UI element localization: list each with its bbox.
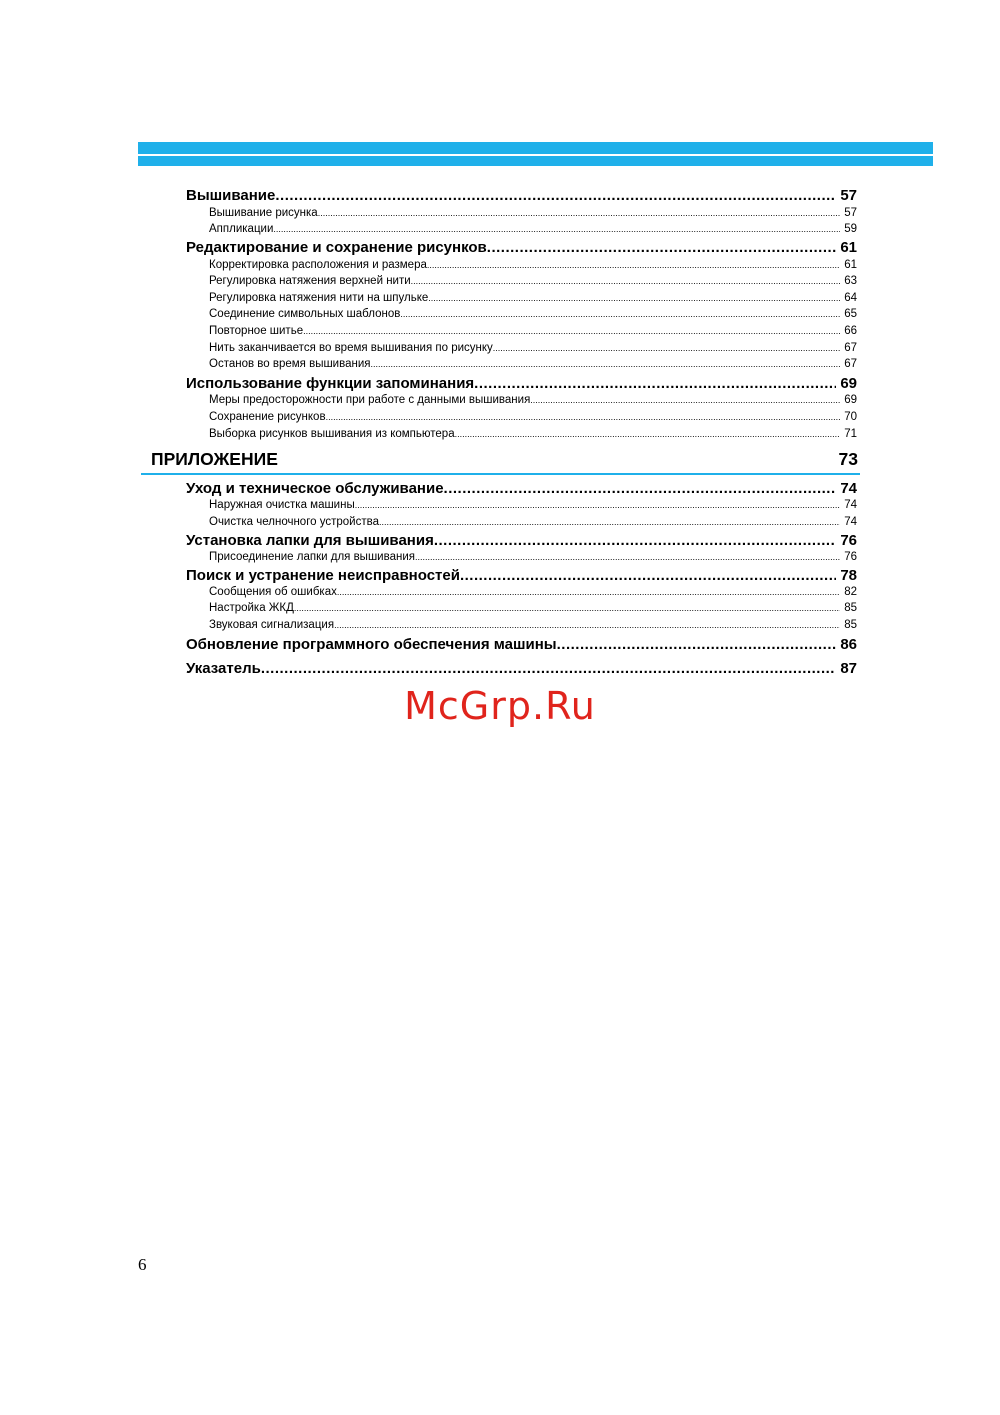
header-band	[138, 142, 933, 166]
toc-entry-label: Вышивание	[186, 187, 276, 204]
toc-subentry-page: 65	[844, 308, 857, 320]
toc-subentry[interactable]	[209, 290, 857, 306]
leader-dots	[427, 257, 840, 273]
toc-entry-page: 86	[840, 636, 857, 653]
toc-subentry-label: Присоединение лапки для вышивания	[209, 551, 415, 563]
leader-dots	[294, 600, 840, 616]
leader-dots	[326, 409, 841, 425]
toc-subentry-label: Сохранение рисунков	[209, 411, 326, 423]
appendix-underline	[141, 473, 860, 475]
toc-entry[interactable]	[186, 567, 857, 585]
leader-dots	[370, 356, 840, 372]
toc-entry-page: 87	[840, 660, 857, 677]
toc-subentry-label: Очистка челночного устройства	[209, 516, 379, 528]
leader-dots	[428, 290, 840, 306]
leader-dots	[303, 323, 840, 339]
leader-dots	[337, 584, 840, 600]
page-number: 6	[138, 1255, 147, 1274]
toc-entry-label: Указатель	[186, 660, 261, 677]
leader-dots	[318, 205, 841, 221]
toc-subentry-page: 66	[844, 325, 857, 337]
leader-dots	[455, 426, 841, 442]
toc-subentry-page: 71	[844, 428, 857, 440]
toc-entry-label: Поиск и устранение неисправностей	[186, 567, 460, 584]
toc-subentry[interactable]	[209, 323, 857, 339]
leader-dots	[261, 660, 836, 678]
toc-entry-label: Установка лапки для вышивания	[186, 532, 434, 549]
toc-subentry-page: 85	[844, 602, 857, 614]
header-band-stripe	[138, 154, 933, 156]
toc-subentry-page: 67	[844, 358, 857, 370]
toc-subentry[interactable]	[209, 340, 857, 356]
toc-entry-page: 61	[840, 239, 857, 256]
toc-subentry-page: 74	[844, 516, 857, 528]
toc-entry-page: 76	[840, 532, 857, 549]
toc-subentry[interactable]	[209, 221, 857, 237]
toc-entry-label: Использование функции запоминания	[186, 375, 475, 392]
toc-subentry[interactable]	[209, 617, 857, 633]
toc-subentry-label: Звуковая сигнализация	[209, 619, 335, 631]
toc-subentry-label: Корректировка расположения и размера	[209, 259, 427, 271]
toc-subentry-label: Нить заканчивается во время вышивания по рисунку	[209, 342, 493, 354]
toc-subentry-page: 61	[844, 259, 857, 271]
toc-subentry[interactable]	[209, 584, 857, 600]
toc-entry[interactable]	[186, 532, 857, 550]
toc-subentry-page: 76	[844, 551, 857, 563]
leader-dots	[415, 549, 840, 565]
toc-subentry[interactable]	[209, 497, 857, 513]
toc-subentry-label: Регулировка натяжения верхней нити	[209, 275, 411, 287]
toc-subentry-label: Меры предосторожности при работе с данными вышивания	[209, 394, 531, 406]
toc-subentry-page: 70	[844, 411, 857, 423]
toc-subentry-label: Настройка ЖКД	[209, 602, 294, 614]
leader-dots	[444, 480, 837, 498]
toc-entry-page: 69	[840, 375, 857, 392]
toc-entry-label: Уход и техническое обслуживание	[186, 480, 444, 497]
toc-entry[interactable]	[186, 375, 857, 393]
toc-subentry-page: 57	[844, 207, 857, 219]
toc-subentry[interactable]	[209, 273, 857, 289]
toc-entry[interactable]	[186, 239, 857, 257]
toc-entry-label: Редактирование и сохранение рисунков	[186, 239, 487, 256]
leader-dots	[434, 532, 836, 550]
toc-entry-page: 78	[840, 567, 857, 584]
toc-subentry[interactable]	[209, 306, 857, 322]
toc-subentry-page: 67	[844, 342, 857, 354]
toc-subentry-page: 64	[844, 292, 857, 304]
leader-dots	[411, 273, 841, 289]
toc-entry[interactable]	[186, 480, 857, 498]
leader-dots	[273, 221, 840, 237]
leader-dots	[557, 636, 837, 654]
toc-subentry-label: Останов во время вышивания	[209, 358, 371, 370]
toc-entry-page: 57	[840, 187, 857, 204]
toc-subentry-label: Соединение символьных шаблонов	[209, 308, 401, 320]
leader-dots	[355, 497, 840, 513]
toc-subentry[interactable]	[209, 514, 857, 530]
leader-dots	[275, 187, 836, 205]
leader-dots	[400, 306, 840, 322]
toc-subentry-page: 59	[844, 223, 857, 235]
toc-subentry[interactable]	[209, 356, 857, 372]
toc-entry[interactable]	[186, 636, 857, 654]
leader-dots	[460, 567, 836, 585]
toc-subentry[interactable]	[209, 600, 857, 616]
leader-dots	[487, 239, 837, 257]
toc-subentry-page: 63	[844, 275, 857, 287]
toc-subentry-label: Аппликации	[209, 223, 274, 235]
leader-dots	[474, 375, 836, 393]
toc-entry-page: 74	[840, 480, 857, 497]
leader-dots	[530, 392, 840, 408]
toc-subentry[interactable]	[209, 205, 857, 221]
toc-subentry-label: Выборка рисунков вышивания из компьютера	[209, 428, 455, 440]
toc-subentry[interactable]	[209, 409, 857, 425]
toc-subentry-label: Вышивание рисунка	[209, 207, 318, 219]
toc-subentry-label: Сообщения об ошибках	[209, 586, 337, 598]
toc-entry[interactable]	[186, 187, 857, 205]
leader-dots	[379, 514, 840, 530]
toc-subentry-page: 82	[844, 586, 857, 598]
toc-subentry-label: Повторное шитье	[209, 325, 304, 337]
toc-subentry-label: Наружная очистка машины	[209, 499, 355, 511]
toc-subentry[interactable]	[209, 392, 857, 408]
toc-subentry[interactable]	[209, 426, 857, 442]
toc-subentry[interactable]	[209, 549, 857, 565]
appendix-title: ПРИЛОЖЕНИЕ	[151, 449, 278, 469]
toc-subentry-page: 74	[844, 499, 857, 511]
watermark: McGrp.Ru	[404, 684, 596, 728]
appendix-page: 73	[838, 449, 858, 469]
leader-dots	[493, 340, 840, 356]
toc-entry-label: Обновление программного обеспечения машины	[186, 636, 557, 653]
appendix-heading[interactable]	[151, 449, 858, 471]
toc-subentry[interactable]	[209, 257, 857, 273]
toc-subentry-label: Регулировка натяжения нити на шпульке	[209, 292, 429, 304]
toc-entry[interactable]	[186, 660, 857, 678]
toc-subentry-page: 85	[844, 619, 857, 631]
toc-subentry-page: 69	[844, 394, 857, 406]
leader-dots	[334, 617, 840, 633]
